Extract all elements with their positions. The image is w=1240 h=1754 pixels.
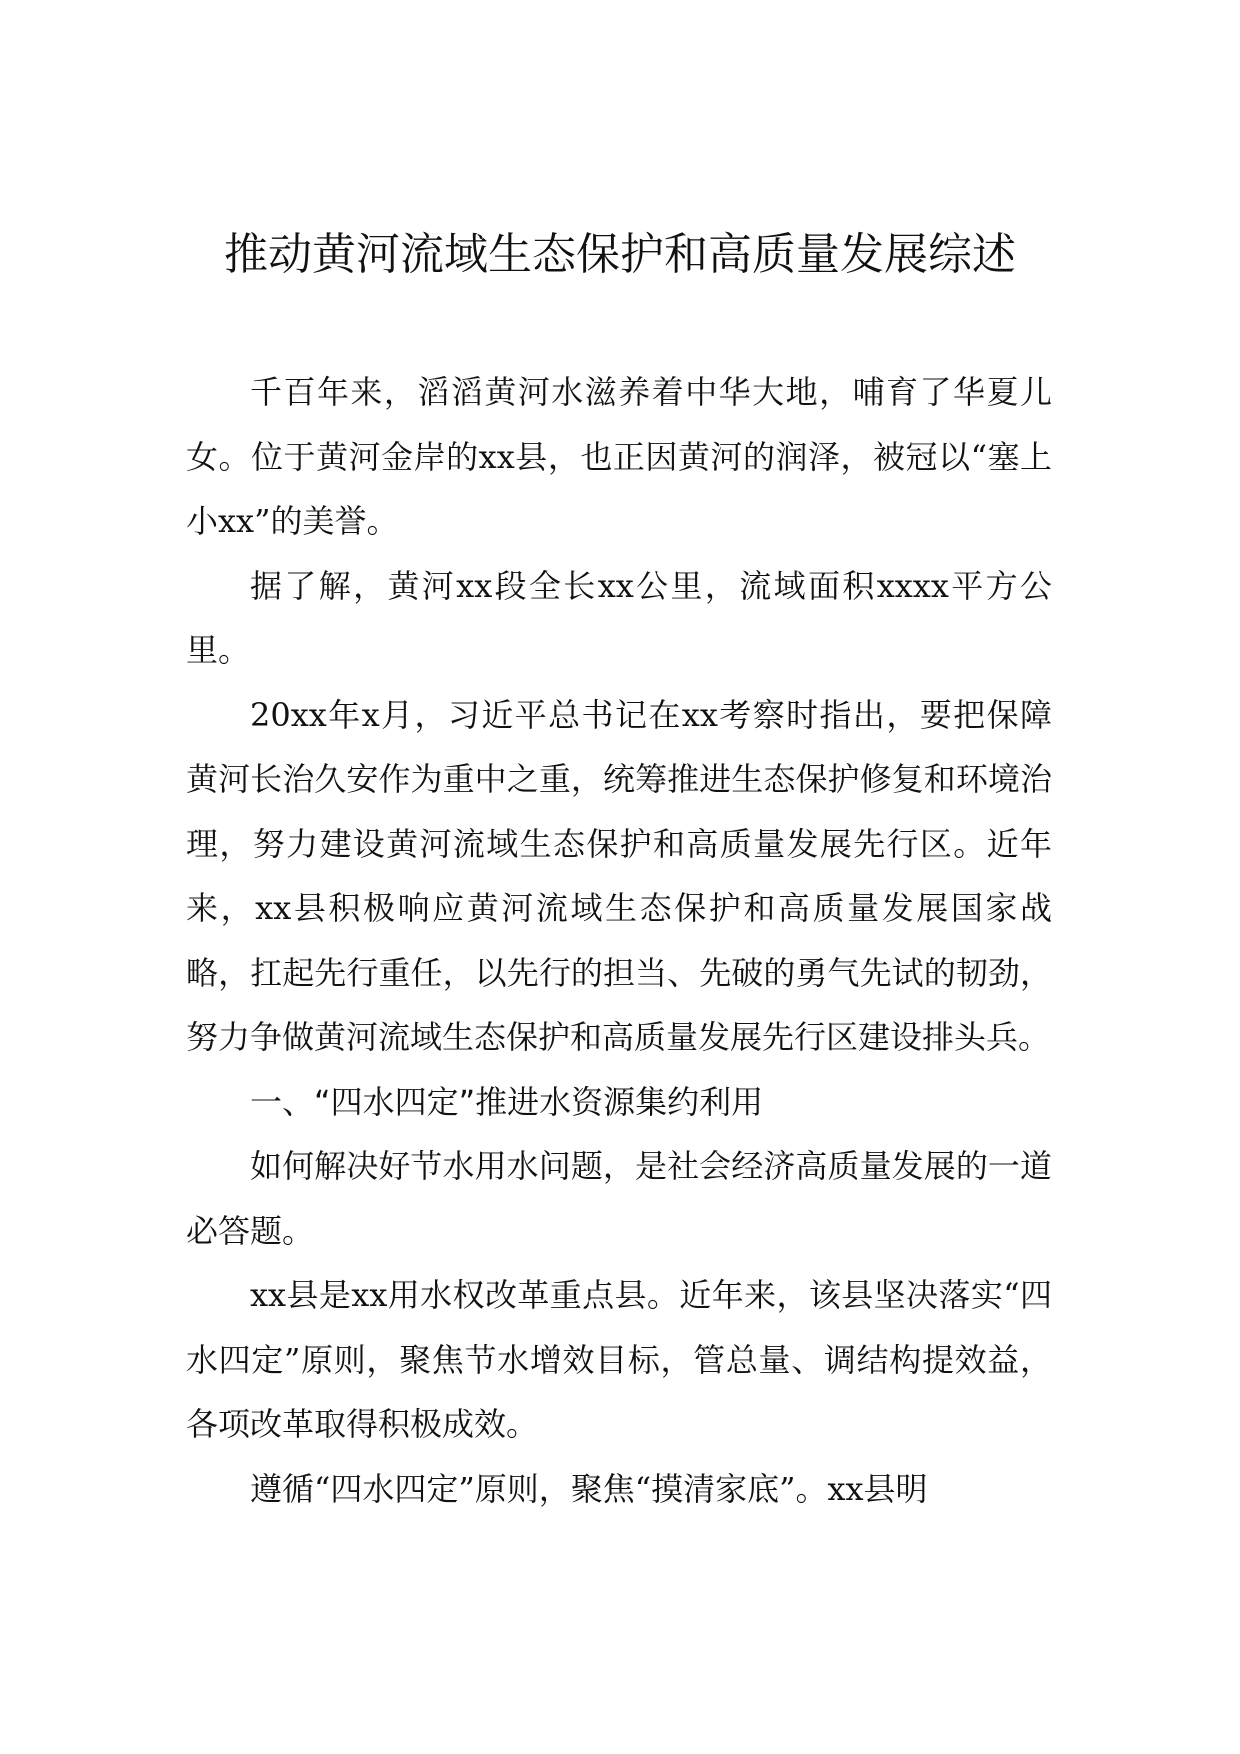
paragraph-reform: xx县是xx用水权改革重点县。近年来，该县坚决落实“四水四定”原则，聚焦节水增效目标，管总量、调结构提效益，各项改革取得积极成效。 — [186, 1276, 1052, 1443]
paragraph-intro: 千百年来，滔滔黄河水滋养着中华大地，哺育了华夏儿女。位于黄河金岸的xx县，也正因黄河的润泽，被冠以“塞上小xx”的美誉。 — [186, 373, 1052, 540]
paragraph-water-question: 如何解决好节水用水问题，是社会经济高质量发展的一道必答题。 — [186, 1147, 1052, 1250]
section-heading-1: 一、“四水四定”推进水资源集约利用 — [250, 1082, 764, 1121]
document-title: 推动黄河流域生态保护和高质量发展综述 — [224, 229, 1016, 280]
paragraph-inspection: 20xx年x月，习近平总书记在xx考察时指出，要把保障黄河长治久安作为重中之重，统筹推进生态保护修复和环境治理，努力建设黄河流域生态保护和高质量发展先行区。近年来，xx县积极响应黄河流域生态保护和高质量发展国家战略，扛起先行重任，以先行的担当、先破的勇气先试的韧劲，努力争做黄河流域生态保护和高质量发展先行区建设排头兵。 — [186, 695, 1052, 1056]
paragraph-river-length: 据了解，黄河xx段全长xx公里，流域面积xxxx平方公里。 — [186, 566, 1052, 669]
document-body — [186, 360, 1052, 1521]
paragraph-principle: 遵循“四水四定”原则，聚焦“摸清家底”。xx县明 — [250, 1469, 928, 1508]
